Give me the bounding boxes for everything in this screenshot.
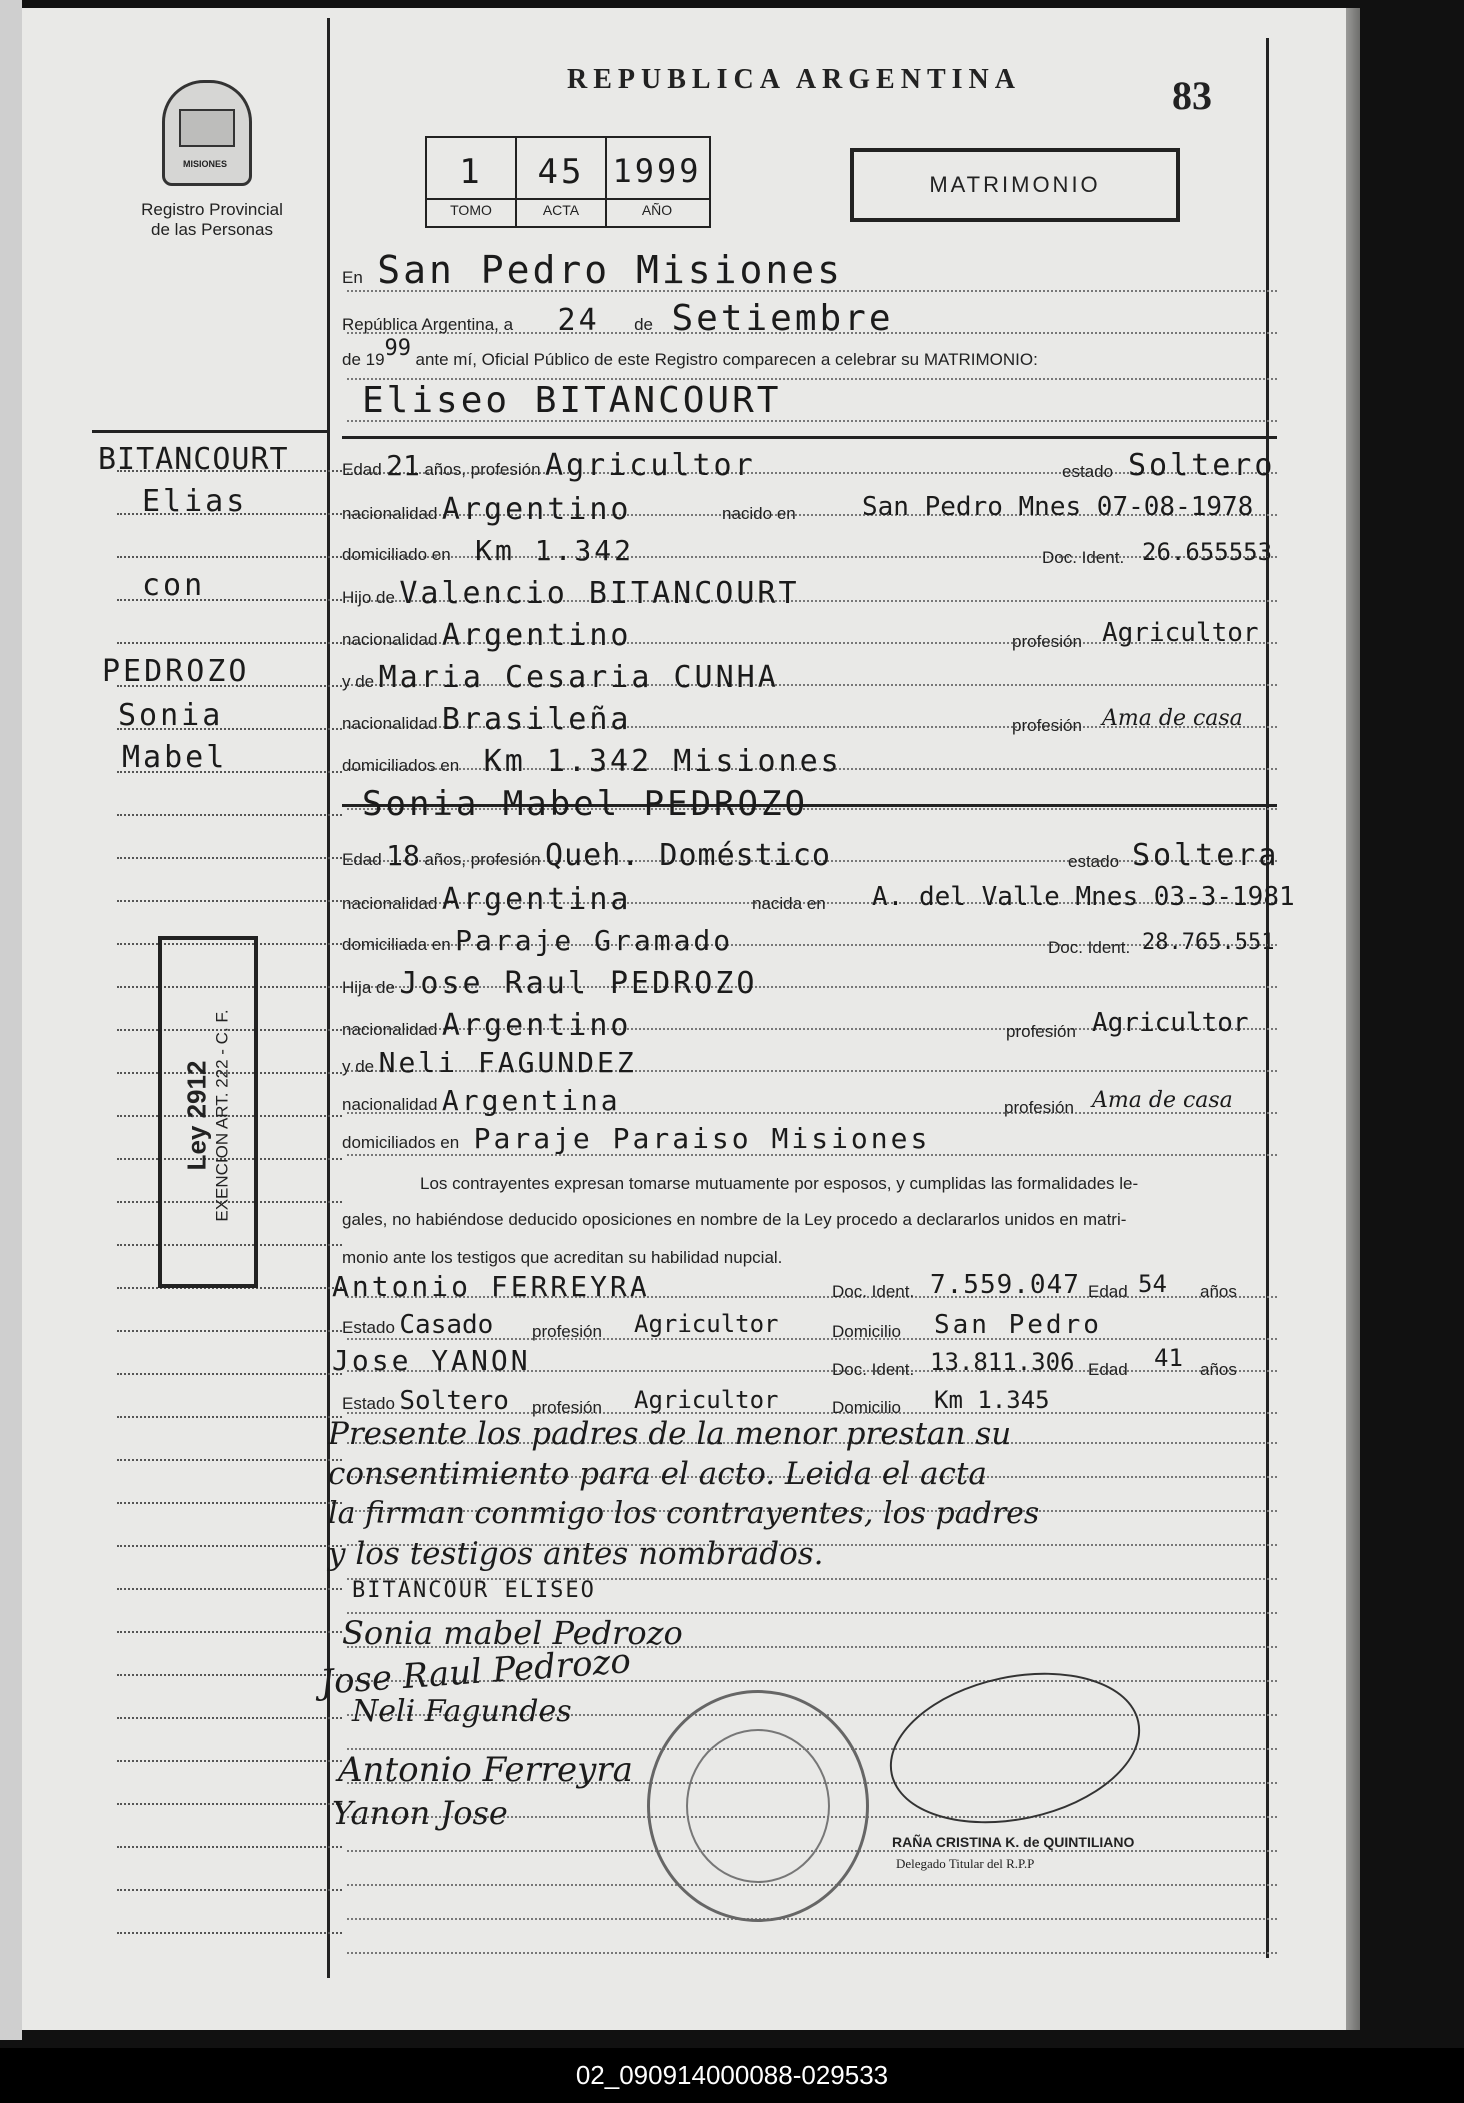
anos-label: años: [1200, 1360, 1237, 1379]
declaration-line2: gales, no habiéndose deducido oposiciones en nombre de la Ley procedo a declararlos unidos en matri-: [342, 1210, 1127, 1229]
witness2-estado: Soltero: [399, 1386, 509, 1416]
margin-con: con: [142, 568, 206, 603]
bride-father: Jose Raul PEDROZO: [399, 966, 758, 1001]
registry-seal-icon: [647, 1690, 869, 1922]
note-line3: la firman conmigo los contrayentes, los padres: [328, 1496, 1040, 1531]
edad-label: Edad: [1088, 1360, 1128, 1379]
day: 24: [557, 303, 600, 338]
margin-surname-bride: PEDROZO: [102, 654, 250, 689]
bride-age-line: [342, 838, 1280, 873]
intro-place-line: [342, 248, 843, 292]
bride-nationality: Argentina: [441, 882, 632, 917]
profesion-label: años, profesión: [424, 850, 541, 869]
witness1-age: 54: [1138, 1270, 1167, 1298]
emblem-shield-icon: [179, 109, 235, 147]
hija-de-label: Hija de: [342, 978, 395, 997]
bride-mother-nat-line: [342, 1084, 1272, 1117]
domiciliados-label: domiciliados en: [342, 756, 460, 775]
bride-name: Sonia Mabel PEDROZO: [362, 784, 808, 824]
signature-witness2: Yanon Jose: [332, 1794, 508, 1832]
note-line2: consentimiento para el acto. Leida el acta: [328, 1456, 987, 1492]
hijo-de-label: Hijo de: [342, 588, 395, 607]
ano-label: AÑO: [641, 202, 673, 218]
official-name: RAÑA CRISTINA K. de QUINTILIANO: [892, 1834, 1135, 1850]
signature-bride-father: Jose Raul Pedrozo: [318, 1641, 633, 1703]
margin-name-groom: Elias: [142, 484, 248, 519]
witness2-line: [332, 1344, 1272, 1377]
registry-line2: de las Personas: [151, 220, 273, 239]
doc-label: Doc. Ident.: [832, 1282, 915, 1301]
witness2-name: Jose YANON: [332, 1344, 531, 1377]
groom-mother-line: [342, 660, 779, 695]
registry-line1: Registro Provincial: [141, 200, 283, 219]
record-type: MATRIMONIO: [929, 172, 1101, 197]
exemption-stamp: [158, 936, 258, 1288]
bride-mother: Neli FAGUNDEZ: [378, 1046, 637, 1079]
edad-label: Edad: [342, 850, 382, 869]
place: San Pedro Misiones: [377, 248, 844, 292]
note-line4: y los testigos antes nombrados.: [328, 1536, 824, 1572]
witness1-name: Antonio FERREYRA: [332, 1270, 650, 1303]
domicilio-label: Domicilio: [832, 1398, 901, 1417]
bride-age: 18: [386, 839, 420, 872]
margin-surname-groom: BITANCOURT: [98, 442, 289, 477]
groom-nationality-line: [342, 492, 1272, 527]
tomo-label: TOMO: [450, 202, 492, 218]
record-type-box: [850, 148, 1180, 222]
year-prefix: de 19: [342, 350, 385, 369]
declaration-line3: monio ante los testigos que acreditan su habilidad nupcial.: [342, 1248, 783, 1267]
bride-father-nat-line: [342, 1008, 1272, 1043]
groom-doc: 26.655553: [1142, 538, 1273, 566]
domiciliada-label: domiciliada en: [342, 935, 451, 954]
nacionalidad-label: nacionalidad: [342, 1020, 438, 1039]
intro-text-line: [342, 336, 1038, 371]
anos-label: años: [1200, 1282, 1237, 1301]
groom-name: Eliseo BITANCOURT: [362, 380, 782, 421]
note-line1: Presente los padres de la menor prestan su: [328, 1416, 1012, 1452]
groom-age-line: [342, 448, 1276, 483]
month: Setiembre: [671, 298, 894, 339]
witness1-domicile: San Pedro: [934, 1310, 1102, 1340]
year-suffix: 99: [384, 336, 412, 361]
bride-doc: 28.765.551: [1142, 930, 1275, 955]
witness2-age: 41: [1154, 1344, 1183, 1372]
witness1-estado: Casado: [399, 1310, 494, 1340]
profesion-label: profesión: [1012, 716, 1082, 735]
groom-nationality: Argentino: [441, 492, 632, 527]
bride-parents-address-line: [342, 1122, 930, 1155]
stamp-law: Ley 2912: [181, 1060, 212, 1171]
groom-father-profession: Agricultor: [1102, 618, 1259, 648]
nacionalidad-label: nacionalidad: [342, 630, 438, 649]
nacida-label: nacida en: [752, 894, 826, 913]
edad-label: Edad: [1088, 1282, 1128, 1301]
witness2-doc: 13.811.306: [930, 1348, 1075, 1376]
groom-address-line: [342, 534, 1272, 567]
witness1-doc: 7.559.047: [930, 1270, 1080, 1300]
y-de-label: y de: [342, 1057, 375, 1076]
witness1-detail-line: [342, 1310, 1272, 1340]
bride-civil-status: Soltera: [1132, 838, 1280, 873]
groom-birth: San Pedro Mnes 07-08-1978: [862, 492, 1254, 522]
bride-address: Paraje Gramado: [455, 924, 734, 957]
estado-label: estado: [1068, 852, 1120, 871]
groom-civil-status: Soltero: [1128, 448, 1276, 483]
bride-address-line: [342, 924, 1275, 957]
estado-label: Estado: [342, 1394, 395, 1413]
stamp-exemption: EXENCION ART. 222 - C. F.: [212, 1009, 232, 1222]
de-label: de: [634, 315, 654, 334]
bride-father-profession: Agricultor: [1092, 1008, 1249, 1038]
book-binding-left: [0, 0, 22, 2040]
groom-father-nat-line: [342, 618, 1272, 653]
groom-mother-nationality: Brasileña: [441, 702, 632, 737]
witness2-domicile: Km 1.345: [934, 1386, 1050, 1414]
intro-text: ante mí, Oficial Público de este Registro comparecen a celebrar su MATRIMONIO:: [415, 350, 1038, 369]
bride-parents-address: Paraje Paraiso Misiones: [473, 1122, 931, 1155]
groom-mother-nat-line: [342, 702, 1272, 737]
bride-father-nationality: Argentino: [441, 1008, 632, 1043]
bride-nationality-line: [342, 882, 1295, 917]
margin-name-bride: Sonia: [118, 698, 224, 733]
estado-label: Estado: [342, 1318, 395, 1337]
profesion-label: profesión: [532, 1322, 602, 1341]
domicilio-label: Domicilio: [832, 1322, 901, 1341]
doc-label: Doc. Ident.: [832, 1360, 915, 1379]
bride-birth: A. del Valle Mnes 03-3-1981: [872, 882, 1295, 912]
acta-label: ACTA: [542, 202, 580, 218]
acta-value: 45: [537, 152, 585, 192]
domiciliados-label: domiciliados en: [342, 1133, 460, 1152]
nacionalidad-label: nacionalidad: [342, 504, 438, 523]
page-edge: [1346, 8, 1360, 2030]
record-number-box: [425, 136, 711, 228]
bride-profession: Queh. Doméstico: [545, 838, 831, 873]
nacionalidad-label: nacionalidad: [342, 714, 438, 733]
signature-bride: Sonia mabel Pedrozo: [342, 1614, 683, 1652]
signature-groom: BITANCOUR ELISEO: [352, 1578, 596, 1603]
signature-bride-mother: Neli Fagundes: [352, 1694, 572, 1729]
bride-mother-nationality: Argentina: [441, 1084, 621, 1117]
groom-parents-address-line: [342, 744, 842, 779]
profesion-label: profesión: [1012, 632, 1082, 651]
groom-address: Km 1.342: [475, 534, 634, 567]
estado-label: estado: [1062, 462, 1114, 481]
nacionalidad-label: nacionalidad: [342, 1095, 438, 1114]
witness1-profession: Agricultor: [634, 1310, 779, 1338]
groom-profession: Agricultor: [545, 448, 756, 483]
witness1-line: [332, 1270, 1272, 1303]
emblem-text: MISIONES: [182, 159, 227, 169]
groom-mother-profession: Ama de casa: [1102, 706, 1243, 731]
groom-father-line: [342, 576, 800, 611]
profesion-label: profesión: [532, 1398, 602, 1417]
bride-mother-profession: Ama de casa: [1092, 1088, 1233, 1113]
right-rule: [1266, 38, 1269, 1958]
edad-label: Edad: [342, 460, 382, 479]
page-number: 83: [1172, 73, 1212, 118]
domicilio-label: domiciliado en: [342, 545, 451, 564]
profesion-label: profesión: [1004, 1098, 1074, 1117]
provincial-emblem: [162, 80, 252, 186]
margin-middle-bride: Mabel: [122, 740, 228, 775]
profesion-label: años, profesión: [424, 460, 541, 479]
doc-label: Doc. Ident.: [1048, 938, 1131, 957]
nacido-label: nacido en: [722, 504, 796, 523]
official-title: Delegado Titular del R.P.P: [896, 1856, 1035, 1871]
groom-age: 21: [386, 449, 420, 482]
profesion-label: profesión: [1006, 1022, 1076, 1041]
registry-name: [112, 200, 312, 240]
groom-father-nationality: Argentino: [441, 618, 632, 653]
nacionalidad-label: nacionalidad: [342, 894, 438, 913]
en-label: En: [342, 268, 363, 287]
country-heading: REPUBLICA ARGENTINA: [567, 64, 1021, 95]
signature-witness1: Antonio Ferreyra: [338, 1750, 633, 1790]
y-de-label: y de: [342, 672, 375, 691]
doc-label: Doc. Ident.: [1042, 548, 1125, 567]
ano-value: 1999: [612, 152, 702, 190]
republica-label: República Argentina, a: [342, 315, 514, 334]
witness2-detail-line: [342, 1386, 1272, 1416]
groom-father: Valencio BITANCOURT: [399, 576, 800, 611]
intro-date-line: [342, 298, 894, 339]
bride-father-line: [342, 966, 757, 1001]
witness2-profession: Agricultor: [634, 1386, 779, 1414]
tomo-value: 1: [459, 152, 483, 192]
register-page: [22, 8, 1360, 2030]
image-id-footer: 02_090914000088-029533: [0, 2048, 1464, 2103]
bride-mother-line: [342, 1046, 637, 1079]
groom-parents-address: Km 1.342 Misiones: [483, 744, 842, 779]
groom-mother: Maria Cesaria CUNHA: [378, 660, 779, 695]
declaration-line1: Los contrayentes expresan tomarse mutuamente por esposos, y cumplidas las formalidades le-: [420, 1174, 1139, 1193]
